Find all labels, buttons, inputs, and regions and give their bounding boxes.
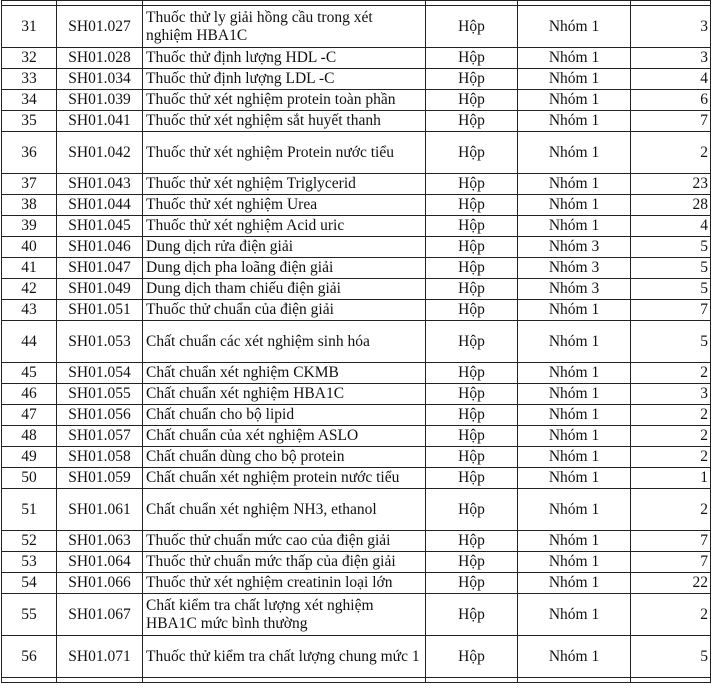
- item-name-cell: Chất chuẩn xét nghiệm NH3, ethanol: [143, 489, 426, 531]
- row-number-cell: 46: [2, 384, 57, 405]
- quantity-cell: 5: [631, 636, 711, 678]
- group-cell: Nhóm 1: [518, 6, 631, 48]
- unit-cell: Hộp: [426, 195, 518, 216]
- row-number-cell: 35: [2, 111, 57, 132]
- item-code-cell: SH01.066: [57, 573, 143, 594]
- unit-cell: Hộp: [426, 237, 518, 258]
- table-row: [2, 174, 711, 195]
- item-code-cell: SH01.064: [57, 552, 143, 573]
- table-row: [2, 279, 711, 300]
- group-cell: Nhóm 1: [518, 321, 631, 363]
- row-number-cell: 42: [2, 279, 57, 300]
- table-row: [2, 363, 711, 384]
- unit-cell: Hộp: [426, 636, 518, 678]
- item-code-cell: SH01.046: [57, 237, 143, 258]
- row-number-cell: 37: [2, 174, 57, 195]
- row-number-cell: 47: [2, 405, 57, 426]
- item-name-cell: Chất chuẩn dùng cho bộ protein: [143, 447, 426, 468]
- item-name-cell: Dung dịch tham chiếu điện giải: [143, 279, 426, 300]
- unit-cell: Hộp: [426, 552, 518, 573]
- item-name-cell: Chất chuẩn của xét nghiệm ASLO: [143, 426, 426, 447]
- table-row: [2, 531, 711, 552]
- table-row: [2, 384, 711, 405]
- unit-cell: Hộp: [426, 447, 518, 468]
- group-cell: Nhóm 1: [518, 531, 631, 552]
- group-cell: Nhóm 1: [518, 90, 631, 111]
- group-cell: Nhóm 1: [518, 426, 631, 447]
- row-number-cell: 41: [2, 258, 57, 279]
- table-row: [2, 573, 711, 594]
- unit-cell: Hộp: [426, 174, 518, 195]
- item-code-cell: SH01.061: [57, 489, 143, 531]
- unit-cell: Hộp: [426, 405, 518, 426]
- row-number-cell: 52: [2, 531, 57, 552]
- item-name-cell: Thuốc thử định lượng HDL -C: [143, 48, 426, 69]
- table-row-cut-bottom: [2, 678, 711, 683]
- item-name-cell: Thuốc thử xét nghiệm protein toàn phần: [143, 90, 426, 111]
- item-name-cell: Chất chuẩn xét nghiệm protein nước tiểu: [143, 468, 426, 489]
- group-cell: Nhóm 1: [518, 174, 631, 195]
- quantity-cell: 2: [631, 594, 711, 636]
- table-row: [2, 321, 711, 363]
- quantity-cell: 28: [631, 195, 711, 216]
- item-code-cell: SH01.054: [57, 363, 143, 384]
- unit-cell: Hộp: [426, 132, 518, 174]
- item-code-cell: SH01.039: [57, 90, 143, 111]
- row-number-cell: 45: [2, 363, 57, 384]
- quantity-cell: 2: [631, 363, 711, 384]
- item-code-cell: SH01.058: [57, 447, 143, 468]
- row-number-cell: 44: [2, 321, 57, 363]
- group-cell: Nhóm 3: [518, 258, 631, 279]
- item-name-cell: Chất kiểm tra chất lượng xét nghiệm HBA1C mức bình thường: [143, 594, 426, 636]
- row-number-cell: 50: [2, 468, 57, 489]
- group-cell: Nhóm 1: [518, 195, 631, 216]
- group-cell: Nhóm 1: [518, 447, 631, 468]
- quantity-cell: 22: [631, 573, 711, 594]
- unit-cell: Hộp: [426, 216, 518, 237]
- item-name-cell: Chất chuẩn xét nghiệm HBA1C: [143, 384, 426, 405]
- item-name-cell: Dung dịch rửa điện giải: [143, 237, 426, 258]
- table-row: [2, 636, 711, 678]
- unit-cell: Hộp: [426, 426, 518, 447]
- quantity-cell: 3: [631, 6, 711, 48]
- item-name-cell: Chất chuẩn cho bộ lipid: [143, 405, 426, 426]
- table-row: [2, 300, 711, 321]
- unit-cell: Hộp: [426, 489, 518, 531]
- unit-cell: Hộp: [426, 48, 518, 69]
- item-code-cell: SH01.034: [57, 69, 143, 90]
- quantity-cell: 5: [631, 258, 711, 279]
- item-code-cell: SH01.049: [57, 279, 143, 300]
- quantity-cell: 23: [631, 174, 711, 195]
- group-cell: Nhóm 1: [518, 636, 631, 678]
- item-code-cell: SH01.042: [57, 132, 143, 174]
- table-row: [2, 447, 711, 468]
- group-cell: Nhóm 1: [518, 552, 631, 573]
- item-name-cell: Thuốc thử kiểm tra chất lượng chung mức 1: [143, 636, 426, 678]
- quantity-cell: 6: [631, 90, 711, 111]
- group-cell: Nhóm 1: [518, 363, 631, 384]
- item-code-cell: SH01.056: [57, 405, 143, 426]
- unit-cell: Hộp: [426, 594, 518, 636]
- item-code-cell: SH01.028: [57, 48, 143, 69]
- item-code-cell: SH01.051: [57, 300, 143, 321]
- table-row: [2, 195, 711, 216]
- table-row: [2, 69, 711, 90]
- table-row: [2, 594, 711, 636]
- table-row: [2, 468, 711, 489]
- item-code-cell: SH01.047: [57, 258, 143, 279]
- row-number-cell: 43: [2, 300, 57, 321]
- row-number-cell: 48: [2, 426, 57, 447]
- table-row: [2, 90, 711, 111]
- quantity-cell: 5: [631, 321, 711, 363]
- row-number-cell: 34: [2, 90, 57, 111]
- row-number-cell: 40: [2, 237, 57, 258]
- item-name-cell: Thuốc thử xét nghiệm Acid uric: [143, 216, 426, 237]
- unit-cell: Hộp: [426, 321, 518, 363]
- table-row: [2, 426, 711, 447]
- row-number-cell: 49: [2, 447, 57, 468]
- row-number-cell: 54: [2, 573, 57, 594]
- group-cell: Nhóm 1: [518, 489, 631, 531]
- table-row: [2, 405, 711, 426]
- item-code-cell: SH01.067: [57, 594, 143, 636]
- item-name-cell: Thuốc thử định lượng LDL -C: [143, 69, 426, 90]
- group-cell: Nhóm 3: [518, 237, 631, 258]
- table-row: [2, 111, 711, 132]
- item-code-cell: SH01.063: [57, 531, 143, 552]
- table-row: [2, 48, 711, 69]
- item-code-cell: SH01.041: [57, 111, 143, 132]
- group-cell: Nhóm 1: [518, 300, 631, 321]
- unit-cell: Hộp: [426, 384, 518, 405]
- unit-cell: Hộp: [426, 90, 518, 111]
- unit-cell: Hộp: [426, 363, 518, 384]
- item-name-cell: Thuốc thử chuẩn mức cao của điện giải: [143, 531, 426, 552]
- item-name-cell: Thuốc thử chuẩn của điện giải: [143, 300, 426, 321]
- item-name-cell: Thuốc thử xét nghiệm Urea: [143, 195, 426, 216]
- group-cell: Nhóm 1: [518, 405, 631, 426]
- unit-cell: Hộp: [426, 468, 518, 489]
- item-code-cell: SH01.044: [57, 195, 143, 216]
- row-number-cell: 38: [2, 195, 57, 216]
- row-number-cell: 53: [2, 552, 57, 573]
- table-body: [2, 1, 711, 683]
- quantity-cell: 7: [631, 300, 711, 321]
- unit-cell: Hộp: [426, 300, 518, 321]
- item-code-cell: SH01.057: [57, 426, 143, 447]
- quantity-cell: 7: [631, 531, 711, 552]
- item-name-cell: Thuốc thử xét nghiệm creatinin loại lớn: [143, 573, 426, 594]
- row-number-cell: 51: [2, 489, 57, 531]
- item-code-cell: SH01.059: [57, 468, 143, 489]
- quantity-cell: 2: [631, 426, 711, 447]
- unit-cell: Hộp: [426, 111, 518, 132]
- unit-cell: Hộp: [426, 258, 518, 279]
- quantity-cell: 7: [631, 111, 711, 132]
- group-cell: Nhóm 3: [518, 279, 631, 300]
- group-cell: Nhóm 1: [518, 69, 631, 90]
- group-cell: Nhóm 1: [518, 216, 631, 237]
- row-number-cell: 39: [2, 216, 57, 237]
- item-name-cell: Dung dịch pha loãng điện giải: [143, 258, 426, 279]
- item-code-cell: SH01.053: [57, 321, 143, 363]
- quantity-cell: 4: [631, 216, 711, 237]
- unit-cell: Hộp: [426, 69, 518, 90]
- item-name-cell: Thuốc thử xét nghiệm Triglycerid: [143, 174, 426, 195]
- quantity-cell: 5: [631, 279, 711, 300]
- item-name-cell: Thuốc thử chuẩn mức thấp của điện giải: [143, 552, 426, 573]
- item-code-cell: SH01.071: [57, 636, 143, 678]
- quantity-cell: 2: [631, 489, 711, 531]
- table-row: [2, 216, 711, 237]
- table-row: [2, 258, 711, 279]
- item-code-cell: SH01.027: [57, 6, 143, 48]
- unit-cell: Hộp: [426, 6, 518, 48]
- quantity-cell: 2: [631, 132, 711, 174]
- item-code-cell: SH01.045: [57, 216, 143, 237]
- group-cell: Nhóm 1: [518, 132, 631, 174]
- table-row: [2, 132, 711, 174]
- quantity-cell: 2: [631, 447, 711, 468]
- item-name-cell: Chất chuẩn xét nghiệm CKMB: [143, 363, 426, 384]
- quantity-cell: 2: [631, 405, 711, 426]
- group-cell: Nhóm 1: [518, 48, 631, 69]
- quantity-cell: 5: [631, 237, 711, 258]
- group-cell: Nhóm 1: [518, 573, 631, 594]
- group-cell: Nhóm 1: [518, 384, 631, 405]
- group-cell: Nhóm 1: [518, 468, 631, 489]
- quantity-cell: 7: [631, 552, 711, 573]
- item-code-cell: SH01.055: [57, 384, 143, 405]
- quantity-cell: 3: [631, 384, 711, 405]
- item-name-cell: Thuốc thử ly giải hồng cầu trong xét nghiệm HBA1C: [143, 6, 426, 48]
- unit-cell: Hộp: [426, 531, 518, 552]
- row-number-cell: 31: [2, 6, 57, 48]
- row-number-cell: 55: [2, 594, 57, 636]
- row-number-cell: 36: [2, 132, 57, 174]
- unit-cell: Hộp: [426, 573, 518, 594]
- table-row: [2, 552, 711, 573]
- item-name-cell: Thuốc thử xét nghiệm sắt huyết thanh: [143, 111, 426, 132]
- row-number-cell: 32: [2, 48, 57, 69]
- quantity-cell: 4: [631, 69, 711, 90]
- group-cell: Nhóm 1: [518, 594, 631, 636]
- unit-cell: Hộp: [426, 279, 518, 300]
- quantity-cell: 3: [631, 48, 711, 69]
- row-number-cell: 33: [2, 69, 57, 90]
- row-number-cell: 56: [2, 636, 57, 678]
- table-row: [2, 237, 711, 258]
- quantity-cell: 1: [631, 468, 711, 489]
- item-code-cell: SH01.043: [57, 174, 143, 195]
- table-row: [2, 6, 711, 48]
- item-name-cell: Chất chuẩn các xét nghiệm sinh hóa: [143, 321, 426, 363]
- item-name-cell: Thuốc thử xét nghiệm Protein nước tiểu: [143, 132, 426, 174]
- group-cell: Nhóm 1: [518, 111, 631, 132]
- reagent-table: [1, 0, 711, 683]
- table-row: [2, 489, 711, 531]
